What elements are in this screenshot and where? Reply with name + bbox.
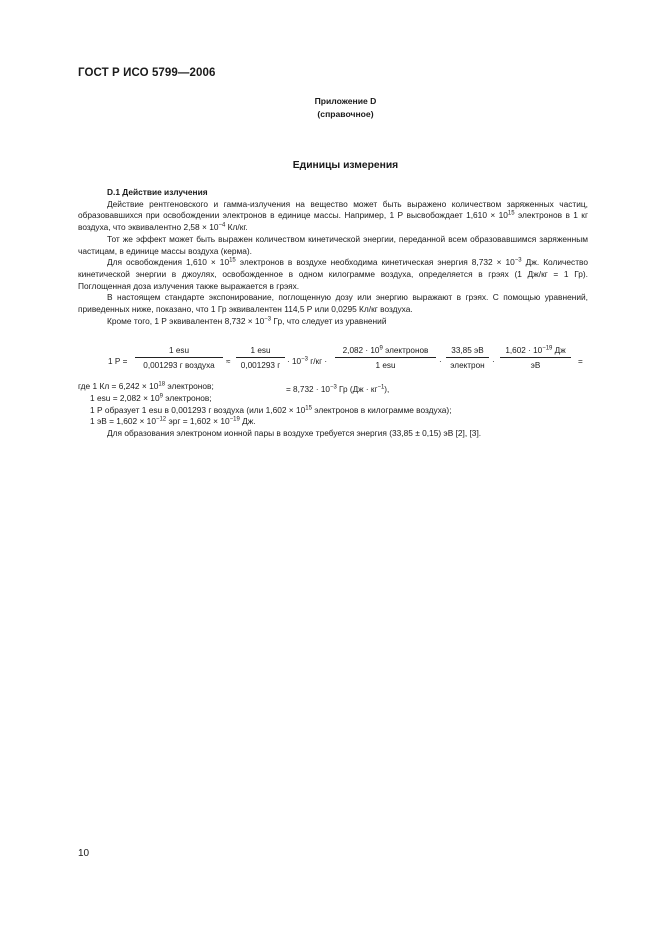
fraction-1: 1 esu 0,001293 г воздуха (135, 346, 223, 370)
paragraph-5: Кроме того, 1 Р эквивалентен $8,732 \times 10^{-3}$ Гр, что следует из уравнений (107, 315, 387, 326)
fraction-2: 1 esu 0,001293 г (236, 346, 285, 370)
equals-sign: = (578, 357, 583, 366)
equation-lhs: 1 Р = (108, 357, 128, 366)
dot-1: · (439, 357, 442, 366)
approx-sign: ≈ (226, 357, 231, 366)
definition-roentgen: 1 Р образует 1 esu в 0,001293 г воздуха (или $1,602 \times 10^{15}$ электронов в килограмме воздуха); (90, 404, 452, 415)
paragraph-3: Для освобождения $1,610 \times 10^{15}$ электронов в воздухе необходима кинетическая энергия $8,732 \times 10^{-3}$ Дж. Количество кинетической энергии в джоулях, освобожденное в одном килограмме воздуха, определяется в грэях (1 Дж/кг = 1 Гр). Поглощенная доза излучения также выражается в грэях. (78, 257, 589, 291)
appendix-type: (справочное) (317, 109, 374, 119)
paragraph-2: Тот же эффект может быть выражен количеством кинетической энергии, переданной всем образовавшимся заряженным частицам, в единице массы воздуха (керма). (78, 233, 588, 256)
page-number: 10 (78, 848, 90, 859)
paragraph-4: В настоящем стандарте экспонирование, поглощенную дозу или энергию выражают в грэях. С помощью уравнений, приведенных ниже, показано, что 1 Гр эквивалентен 114,5 Р или 0,0295 Кл/кг воздуха. (78, 292, 588, 315)
fraction-5: $1,602 \cdot 10^{-19}$ Дж эВ (500, 346, 571, 370)
body-text (78, 187, 588, 327)
definition-ev: 1 эВ = $1,602 \times 10^{-12}$ эрг = $1,602 \times 10^{-19}$ Дж. (90, 416, 256, 427)
fraction-3: $2,082 \cdot 10^9$ электронов 1 esu (335, 346, 436, 370)
equation-result: = $8,732 \cdot 10^{-3}$ Гр $(Дж \cdot кг^{-1})$, (286, 384, 390, 394)
ion-pair-energy: Для образования электроном ионной пары в воздухе требуется энергия (33,85 ± 0,15) эВ [2], [3]. (107, 428, 482, 439)
fraction-4: 33,85 эВ электрон (446, 346, 489, 370)
section-heading: D.1 Действие излучения (107, 187, 208, 197)
definition-esu: 1 esu = $2,082 \times 10^9$ электронов; (90, 392, 212, 403)
appendix-label: Приложение D (314, 96, 377, 106)
page-title: Единицы измерения (292, 160, 399, 171)
paragraph-1: Действие рентгеновского и гамма-излучения на вещество может быть выражено количеством заряженных частиц, образовавшихся при освобождении электронов в единице массы. Например, 1 Р высвобождает $1,610 \times 10^{15}$ электронов в 1 кг воздуха, что эквивалентно $2,58 \times 10^{-4}$ Кл/кг. (78, 198, 588, 233)
factor-gkg: · $10^{-3}$ г/кг · (287, 356, 328, 366)
document-id: ГОСТ Р ИСО 5799—2006 (78, 67, 216, 79)
definition-coulomb: где 1 Кл = $6,242 \times 10^{18}$ электронов; (78, 381, 214, 391)
dot-2: · (492, 357, 495, 366)
definitions (78, 381, 598, 440)
